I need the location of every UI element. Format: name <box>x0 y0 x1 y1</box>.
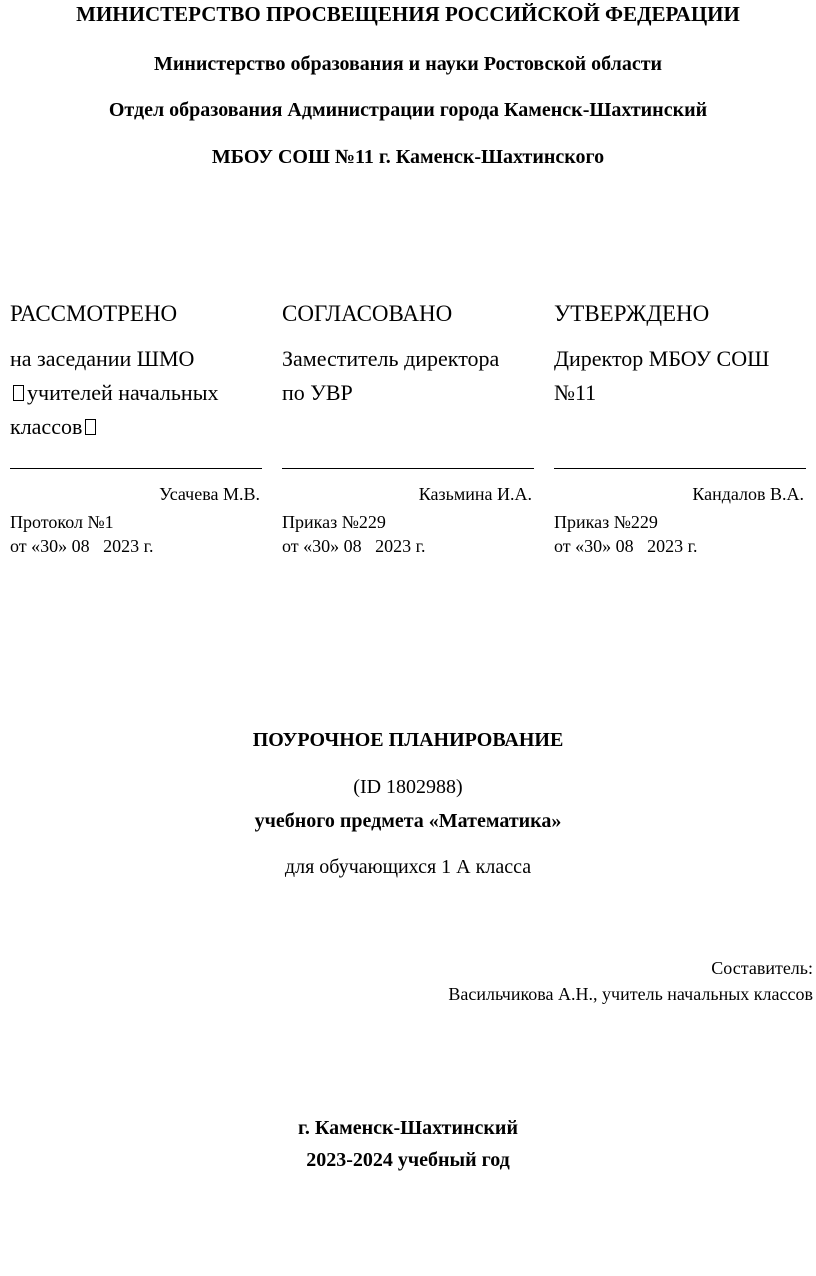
approval-date: от «30» 08 2023 г. <box>554 536 698 556</box>
approval-block-agreed <box>282 298 534 556</box>
approval-body-line: на заседании ШМО <box>10 346 195 371</box>
signature-line <box>554 468 806 469</box>
school-heading: МБОУ СОШ №11 г. Каменск-Шахтинского <box>211 146 605 168</box>
approval-document <box>554 510 697 558</box>
approval-body-line: учителей начальных <box>10 376 262 410</box>
approval-body-line: Директор МБОУ СОШ <box>554 346 770 371</box>
approval-body <box>554 342 806 444</box>
signer-name: Усачева М.В. <box>159 484 260 504</box>
approval-body-line: классов <box>10 410 262 444</box>
signer-name: Казьмина И.А. <box>418 484 532 504</box>
approval-body-line: по УВР <box>282 380 353 405</box>
author-name: Васильчикова А.Н., учитель начальных классов <box>448 984 813 1004</box>
approval-title: РАССМОТРЕНО <box>10 301 178 326</box>
document-id: (ID 1802988) <box>353 776 463 798</box>
signer-name: Кандалов В.А. <box>692 484 804 504</box>
footer-year: 2023-2024 учебный год <box>306 1149 510 1171</box>
region-ministry-heading: Министерство образования и науки Ростовской области <box>153 53 663 75</box>
document-title: ПОУРОЧНОЕ ПЛАНИРОВАНИЕ <box>252 729 564 751</box>
approval-doc-number: Приказ №229 <box>554 512 658 532</box>
approval-date: от «30» 08 2023 г. <box>282 536 426 556</box>
missing-glyph-icon <box>13 385 24 401</box>
approval-document <box>282 510 425 558</box>
approval-body <box>282 342 534 444</box>
approval-doc-number: Протокол №1 <box>10 512 114 532</box>
approval-body-line: №11 <box>554 380 597 405</box>
audience-line: для обучающихся 1 А класса <box>284 856 532 878</box>
footer-city: г. Каменск-Шахтинский <box>298 1117 518 1139</box>
author-label: Составитель: <box>711 958 813 978</box>
approval-doc-number: Приказ №229 <box>282 512 386 532</box>
signature-line <box>10 468 262 469</box>
approval-title: СОГЛАСОВАНО <box>282 301 453 326</box>
approval-title: УТВЕРЖДЕНО <box>554 301 710 326</box>
approval-body <box>10 342 262 444</box>
approval-block-approved <box>554 298 806 556</box>
department-heading: Отдел образования Администрации города Каменск-Шахтинский <box>108 99 708 121</box>
signature-line <box>282 468 534 469</box>
subject-line: учебного предмета «Математика» <box>254 810 562 832</box>
ministry-heading: МИНИСТЕРСТВО ПРОСВЕЩЕНИЯ РОССИЙСКОЙ ФЕДЕРАЦИИ <box>76 2 740 26</box>
approval-block-reviewed <box>10 298 262 556</box>
approval-document <box>10 510 153 558</box>
approval-body-line: Заместитель директора <box>282 346 500 371</box>
approval-date: от «30» 08 2023 г. <box>10 536 154 556</box>
missing-glyph-icon <box>85 419 96 435</box>
